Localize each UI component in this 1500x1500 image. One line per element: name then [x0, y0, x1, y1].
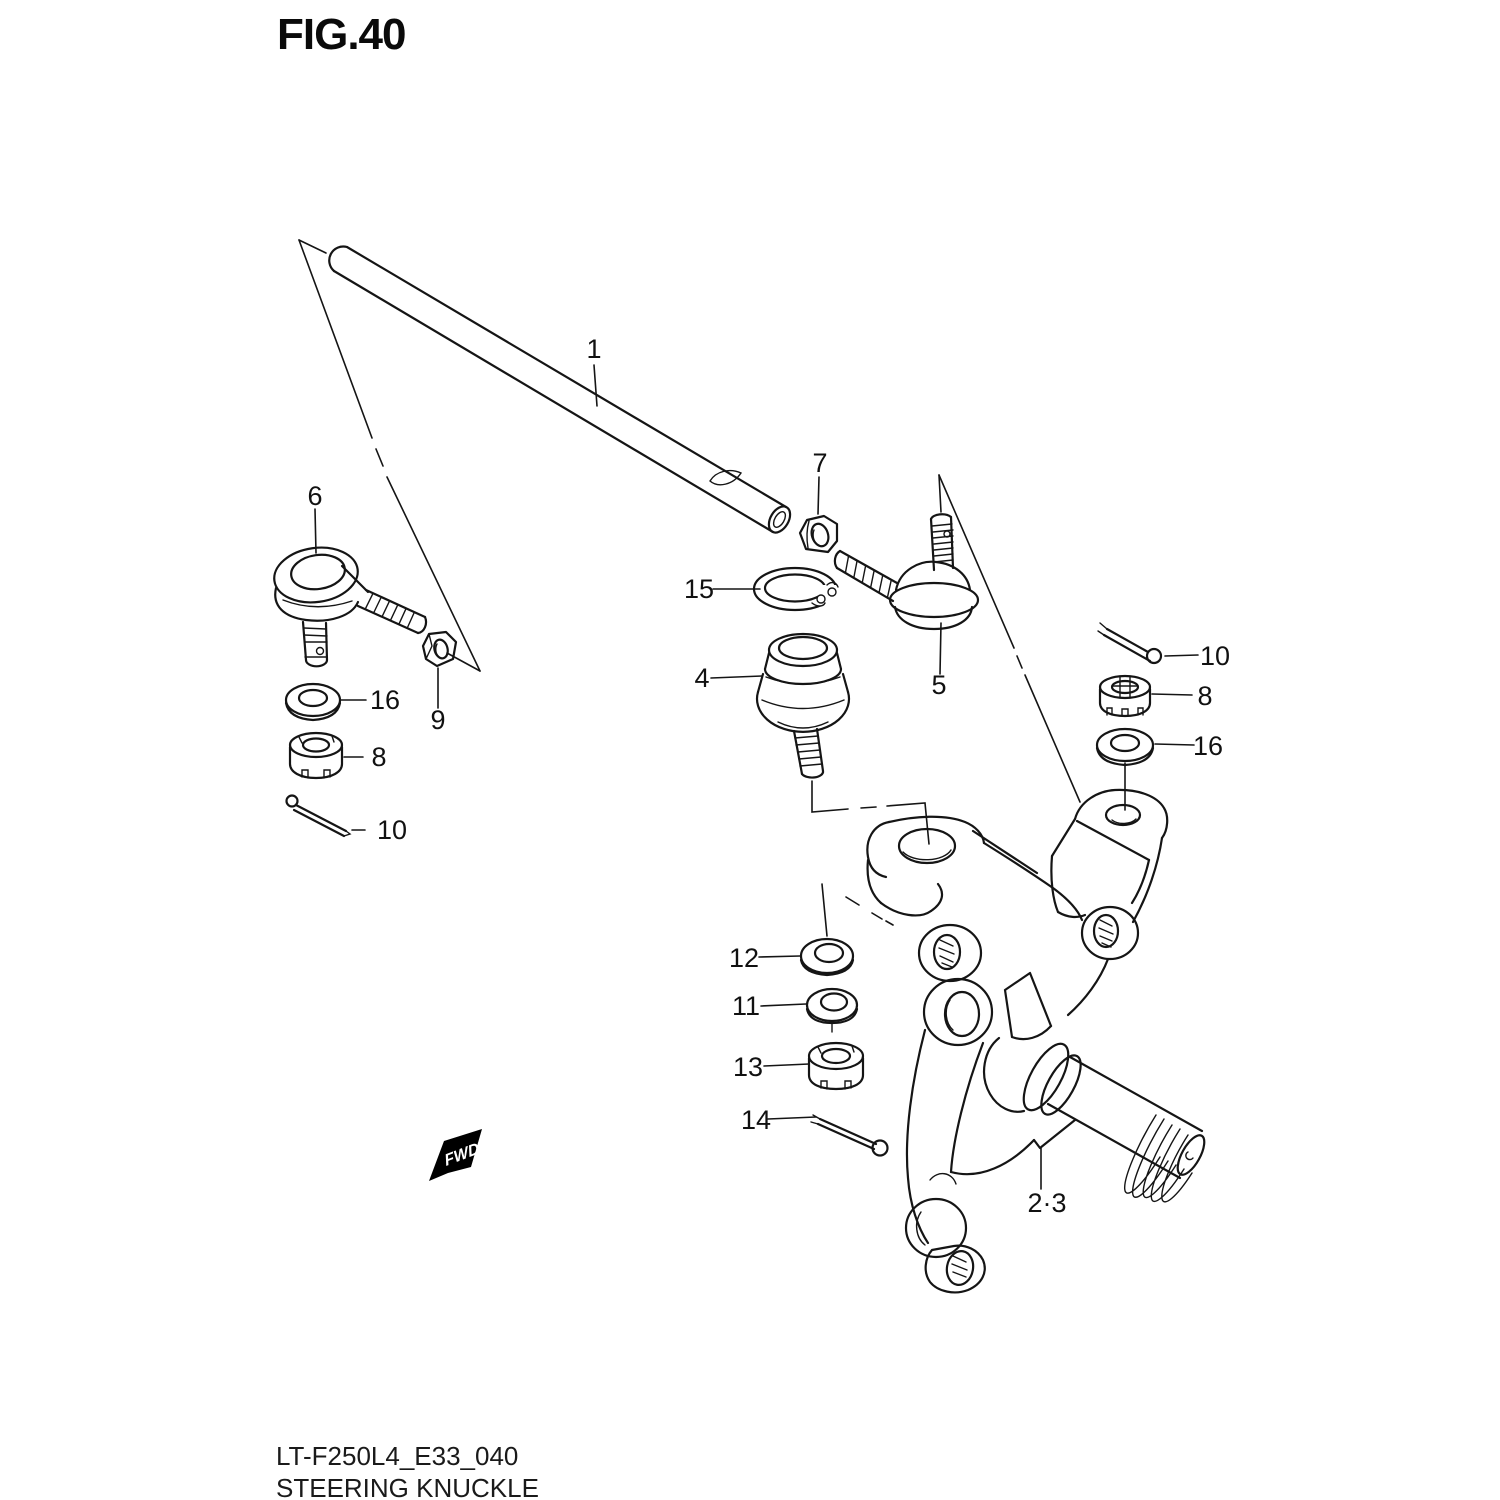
callout-10-left: 10	[376, 815, 408, 845]
callout-13: 13	[732, 1052, 764, 1082]
part-cotter-pin-10-left	[287, 796, 351, 837]
part-snap-ring	[754, 568, 844, 610]
callout-10-right: 10	[1199, 641, 1231, 671]
part-ball-joint	[757, 634, 849, 778]
callout-14: 14	[740, 1105, 772, 1135]
part-tie-rod-end-inner	[271, 542, 426, 666]
part-tie-rod	[329, 246, 794, 536]
callout-15: 15	[683, 574, 715, 604]
part-cotter-pin-14	[811, 1115, 888, 1156]
callout-2-3: 2·3	[1027, 1188, 1067, 1218]
part-castle-nut-8-left	[290, 733, 342, 778]
part-nut-9	[423, 632, 456, 666]
callout-1: 1	[586, 334, 602, 364]
figure-name: STEERING KNUCKLE	[276, 1473, 539, 1500]
part-tie-rod-end-outer	[835, 514, 978, 629]
fwd-label: FWD	[442, 1139, 481, 1170]
callout-6: 6	[307, 481, 323, 511]
callout-12: 12	[728, 943, 760, 973]
callout-labels	[307, 334, 1230, 1218]
part-castle-nut-13	[809, 1043, 863, 1089]
callout-9: 9	[430, 705, 446, 735]
callout-7: 7	[812, 448, 828, 478]
part-cotter-pin-10-right	[1098, 623, 1161, 663]
callout-16-right: 16	[1192, 731, 1224, 761]
callout-8-left: 8	[371, 742, 387, 772]
part-washer-11	[807, 989, 857, 1032]
callout-5: 5	[931, 670, 947, 700]
callout-11: 11	[731, 991, 761, 1021]
figure-title: FIG.40	[277, 10, 406, 59]
callout-16-left: 16	[369, 685, 401, 715]
part-washer-12	[801, 939, 853, 975]
fwd-arrow	[429, 1129, 482, 1181]
callout-8-right: 8	[1197, 681, 1213, 711]
part-washer-16-right	[1097, 729, 1153, 765]
part-nut-7	[800, 516, 837, 552]
part-castle-nut-8-right	[1100, 676, 1150, 716]
figure-code: LT-F250L4_E33_040	[276, 1441, 519, 1471]
callout-4: 4	[694, 663, 710, 693]
part-washer-16-left	[286, 684, 340, 720]
